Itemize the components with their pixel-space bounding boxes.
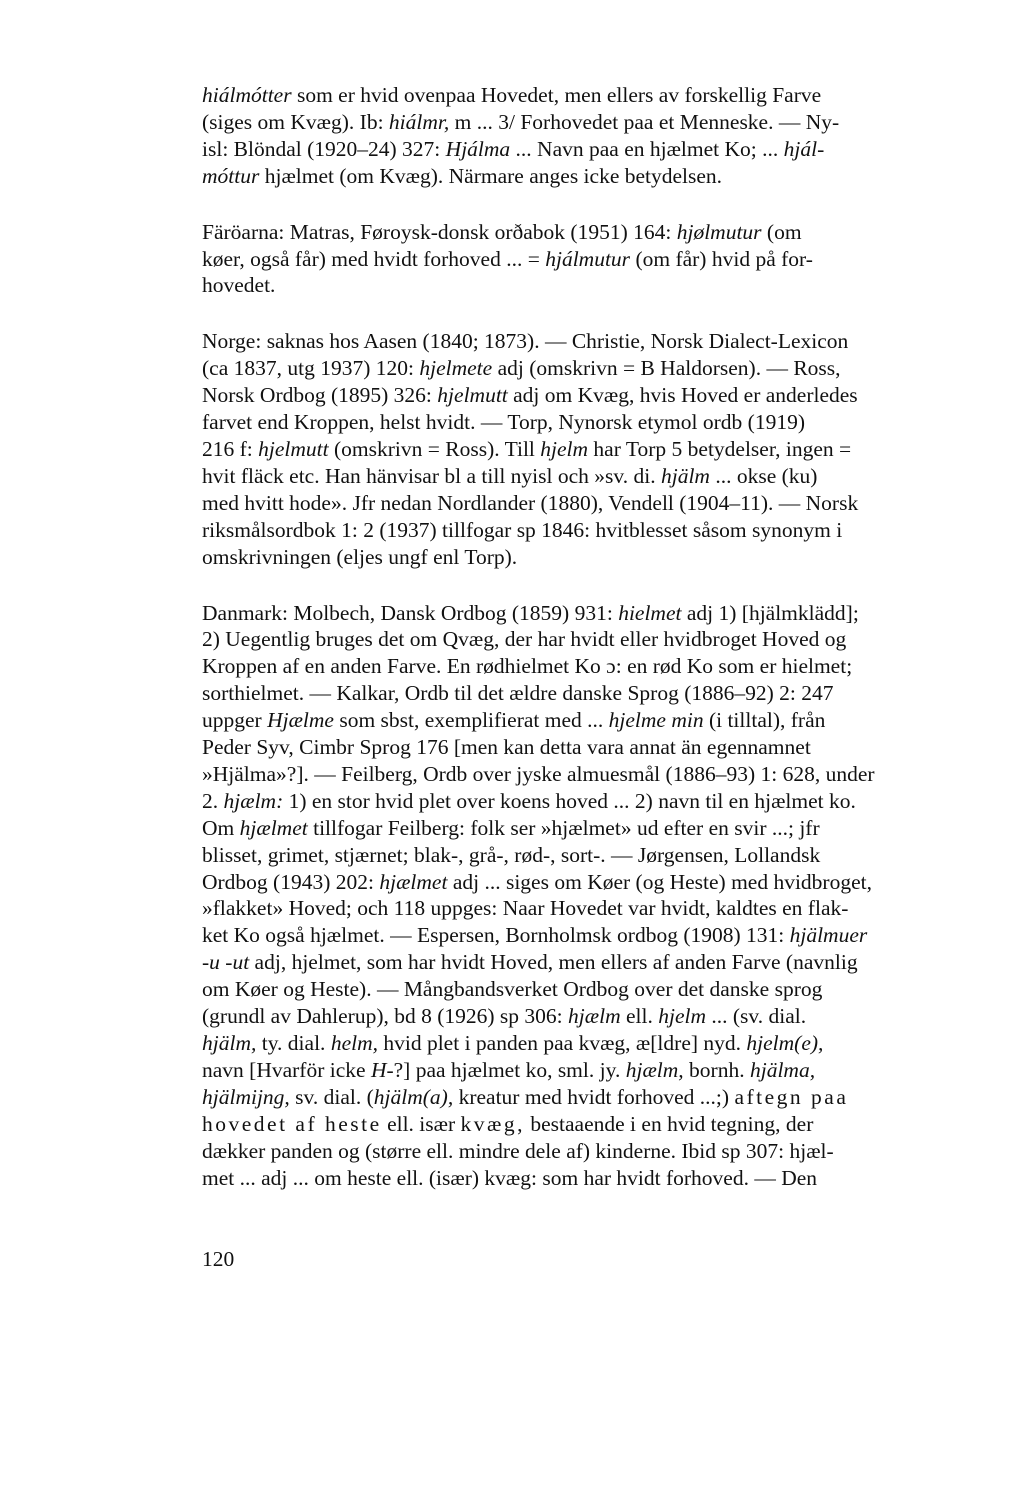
text-run: m ... 3/ Forhovedet paa et Menneske. — Ny- xyxy=(449,109,840,134)
text-run: adj (omskrivn = B Haldorsen). — Ross, xyxy=(492,356,841,381)
text-run: farvet end Kroppen, helst hvidt. — Torp, Nynorsk etymol ordb (1919) xyxy=(202,410,805,435)
text-run: bestaaende i en hvid tegning, der xyxy=(525,1111,814,1136)
italic-term: hjálmutur xyxy=(545,246,631,271)
text-run: Norge: saknas hos Aasen (1840; 1873). — Christie, Norsk Dialect-Lexicon xyxy=(202,329,849,354)
text-run: køer, også får) med hvidt forhoved ... = xyxy=(202,246,546,271)
italic-term: hjälm xyxy=(660,463,710,488)
text-run: 2) Uegentlig bruges det om Qvæg, der har hvidt eller hvidbroget Hoved og xyxy=(202,627,847,652)
text-run: dækker panden og (større ell. mindre dele af) kinderne. Ibid sp 307: hjæl- xyxy=(202,1138,834,1163)
italic-term: H- xyxy=(370,1057,394,1082)
italic-term: hjälm(a), xyxy=(373,1084,454,1109)
text-line xyxy=(202,734,906,761)
text-line xyxy=(202,680,906,707)
text-line xyxy=(202,815,906,842)
text-run: Färöarna: Matras, Føroysk-donsk orðabok (1951) 164: xyxy=(202,219,677,244)
text-line xyxy=(202,219,906,246)
italic-term: hjælm, xyxy=(625,1057,684,1082)
text-run: ell. især xyxy=(381,1111,461,1136)
text-line xyxy=(202,109,906,136)
italic-term: hjelmutt xyxy=(258,436,329,461)
text-line xyxy=(202,82,906,109)
text-run: blisset, grimet, stjærnet; blak-, grå-, rød-, sort-. — Jørgensen, Lollandsk xyxy=(202,842,821,867)
text-run: met ... adj ... om heste ell. (især) kvæg: som har hvidt forhoved. — Den xyxy=(202,1165,818,1190)
text-run: (om får) hvid på for- xyxy=(630,246,813,271)
text-run: »Hjälma»?]. — Feilberg, Ordb over jyske almuesmål (1886–93) 1: 628, under xyxy=(202,761,875,786)
text-line xyxy=(202,600,906,627)
text-body xyxy=(202,82,906,1191)
text-run: (om xyxy=(761,219,802,244)
text-run: »flakket» Hoved; och 118 uppges: Naar Hovedet var hvidt, kaldtes en flak- xyxy=(202,896,849,921)
italic-term: hjälmijng, xyxy=(202,1084,290,1109)
text-run: ... Navn paa en hjælmet Ko; ... xyxy=(510,136,784,161)
paragraph-norway xyxy=(202,328,906,570)
text-run: (ca 1837, utg 1937) 120: xyxy=(202,356,420,381)
text-line xyxy=(202,707,906,734)
text-line xyxy=(202,328,906,355)
italic-term: Hjálma xyxy=(445,136,511,161)
text-run: omskrivningen (eljes ungf enl Torp). xyxy=(202,544,518,569)
italic-term: hjälmuer xyxy=(789,923,868,948)
text-run: (i tilltal), från xyxy=(703,708,826,733)
text-line xyxy=(202,490,906,517)
text-run: Ordbog (1943) 202: xyxy=(202,869,380,894)
italic-term: hielmet xyxy=(618,600,682,625)
text-line xyxy=(202,976,906,1003)
italic-term: hiálmótter xyxy=(202,83,292,107)
text-run: 2. xyxy=(202,788,224,813)
text-run: kreatur med hvidt forhoved ...;) xyxy=(453,1084,735,1109)
italic-term: hiálmr, xyxy=(388,109,450,134)
text-line xyxy=(202,895,906,922)
text-line xyxy=(202,761,906,788)
text-run: Kroppen af en anden Farve. En rødhielmet Ko ɔ: en rød Ko som er hielmet; xyxy=(202,654,853,679)
text-run: adj 1) [hjälmklädd]; xyxy=(681,600,859,625)
text-run: 1) en stor hvid plet over koens hoved ... 2) navn til en hjælmet ko. xyxy=(283,788,856,813)
text-line xyxy=(202,1084,906,1111)
text-line xyxy=(202,869,906,896)
text-run: sv. dial. ( xyxy=(289,1084,374,1109)
spaced-text: hovedet af heste xyxy=(202,1111,382,1136)
text-line xyxy=(202,544,906,571)
text-run: med hvitt hode». Jfr nedan Nordlander (1880), Vendell (1904–11). — Norsk xyxy=(202,490,859,515)
text-run: som sbst, exemplifierat med ... xyxy=(333,708,609,733)
text-run: om Køer og Heste). — Mångbandsverket Ordbog over det danske sprog xyxy=(202,977,823,1002)
text-line xyxy=(202,355,906,382)
text-line xyxy=(202,1165,906,1192)
text-run: hjælmet (om Kvæg). Närmare anges icke betydelsen. xyxy=(259,163,723,188)
text-run: Norsk Ordbog (1895) 326: xyxy=(202,383,438,408)
text-run: hvid plet i panden paa kvæg, æ[ldre] nyd. xyxy=(377,1031,747,1055)
text-run: ket Ko også hjælmet. — Espersen, Bornholmsk ordbog (1908) 131: xyxy=(202,923,790,948)
italic-term: hjelmutt xyxy=(437,383,508,408)
text-run: riksmålsordbok 1: 2 (1937) tillfogar sp 1846: hvitblesset såsom synonym i xyxy=(202,517,843,542)
text-line xyxy=(202,409,906,436)
italic-term: hjelm(e), xyxy=(746,1031,824,1055)
text-line xyxy=(202,136,906,163)
italic-term: hjælmet xyxy=(239,815,308,840)
page-number: 120 xyxy=(202,1247,235,1271)
text-run: 216 f: xyxy=(202,436,259,461)
text-run: (grundl av Dahlerup), bd 8 (1926) sp 306: xyxy=(202,1004,569,1029)
text-run: adj, hjelmet, som har hvidt Hoved, men ellers af anden Farve (navnlig xyxy=(249,950,858,975)
text-line xyxy=(202,272,906,299)
text-line xyxy=(202,842,906,869)
text-line xyxy=(202,1030,906,1057)
text-run: (siges om Kvæg). Ib: xyxy=(202,109,389,134)
italic-term: hjelmete xyxy=(419,356,493,381)
italic-term: hjælm xyxy=(568,1004,621,1029)
text-run: adj om Kvæg, hvis Hoved er anderledes xyxy=(507,383,858,408)
italic-term: hjølmutur xyxy=(676,219,762,244)
text-run: (omskrivn = Ross). Till xyxy=(328,436,541,461)
text-line xyxy=(202,382,906,409)
text-line xyxy=(202,517,906,544)
text-line xyxy=(202,246,906,273)
italic-term: Hjælme xyxy=(267,708,334,733)
text-line xyxy=(202,788,906,815)
italic-term: hjælm: xyxy=(223,788,284,813)
text-line xyxy=(202,949,906,976)
text-line xyxy=(202,922,906,949)
text-line xyxy=(202,626,906,653)
text-line xyxy=(202,1138,906,1165)
text-run: isl: Blöndal (1920–24) 327: xyxy=(202,136,446,161)
text-run: ?] paa hjælmet ko, sml. jy. xyxy=(393,1057,626,1082)
text-line xyxy=(202,1003,906,1030)
text-line xyxy=(202,163,906,190)
text-run: Om xyxy=(202,815,240,840)
spaced-text: kvæg, xyxy=(460,1111,525,1136)
italic-term: móttur xyxy=(202,163,260,188)
text-run: ... okse (ku) xyxy=(709,463,818,488)
text-line xyxy=(202,436,906,463)
text-run: sorthielmet. — Kalkar, Ordb til det ældre danske Sprog (1886–92) 2: 247 xyxy=(202,681,834,706)
italic-term: hjál- xyxy=(783,136,825,161)
text-run: Peder Syv, Cimbr Sprog 176 [men kan detta vara annat än egennamnet xyxy=(202,735,811,760)
text-run: har Torp 5 betydelser, ingen = xyxy=(588,436,852,461)
paragraph-faroe xyxy=(202,219,906,300)
text-run: bornh. xyxy=(683,1057,750,1082)
text-run: ty. dial. xyxy=(256,1031,331,1055)
text-run: ... (sv. dial. xyxy=(706,1004,807,1029)
text-run: uppger xyxy=(202,708,268,733)
italic-term: hjälm, xyxy=(202,1031,257,1055)
italic-term: hjelm xyxy=(540,436,589,461)
text-line xyxy=(202,653,906,680)
spaced-text: aftegn paa xyxy=(734,1084,849,1109)
italic-term: hjälma, xyxy=(749,1057,816,1082)
paragraph-denmark xyxy=(202,600,906,1192)
italic-term: hjælmet xyxy=(379,869,448,894)
italic-term: hjelm xyxy=(658,1004,707,1029)
text-run: navn [Hvarför icke xyxy=(202,1057,371,1082)
text-run: adj ... siges om Køer (og Heste) med hvidbroget, xyxy=(447,869,872,894)
italic-term: -u -ut xyxy=(202,950,250,975)
text-line xyxy=(202,1111,906,1138)
text-run: ell. xyxy=(620,1004,659,1029)
text-run: hovedet. xyxy=(202,273,276,298)
italic-term: hjelme min xyxy=(608,708,704,733)
italic-term: helm, xyxy=(330,1031,378,1055)
text-run: Danmark: Molbech, Dansk Ordbog (1859) 931: xyxy=(202,600,619,625)
text-run: som er hvid ovenpaa Hovedet, men ellers av forskellig Farve xyxy=(291,83,822,107)
text-run: tillfogar Feilberg: folk ser »hjælmet» ud efter en svir ...; jfr xyxy=(307,815,820,840)
paragraph-iceland-cont xyxy=(202,82,906,190)
text-line xyxy=(202,463,906,490)
text-line xyxy=(202,1057,906,1084)
text-run: hvit fläck etc. Han hänvisar bl a till nyisl och »sv. di. xyxy=(202,463,661,488)
